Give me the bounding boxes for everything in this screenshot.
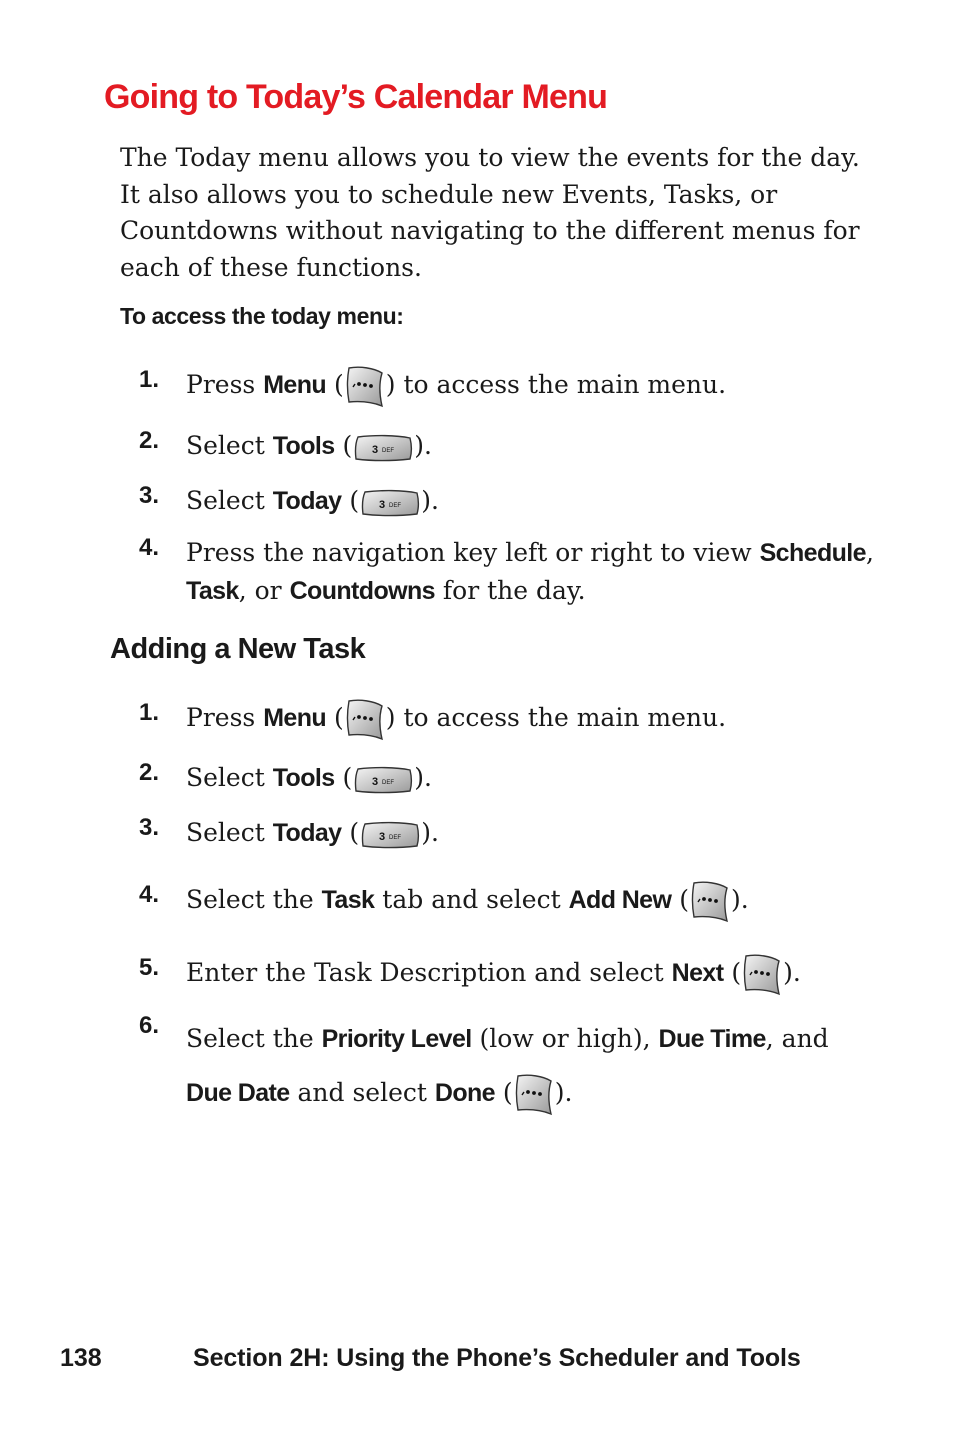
key-letters: DEF [389,502,402,509]
intro-line: Countdowns without navigating to the different menus for [120,216,860,245]
step-text: Press Menu ( ) to access the main menu. [186,699,876,737]
add-new-label: Add New [568,886,672,914]
step-number: 4. [139,881,160,908]
section-subheading: Adding a New Task [110,633,366,665]
tools-label: Tools [272,764,335,792]
step-number: 2. [139,759,160,786]
today-label: Today [272,819,342,847]
next-label: Next [671,959,724,987]
today-label: Today [272,487,342,515]
menu-key-icon [689,880,731,924]
intro-line: It also allows you to schedule new Events, Tasks, or [120,179,778,209]
menu-label: Menu [263,371,327,399]
menu-key-icon [741,953,783,997]
key-digit: 3 [379,830,386,843]
schedule-label: Schedule [759,539,866,567]
intro-line: each of these functions. [120,252,422,282]
due-date-label: Due Date [186,1079,290,1107]
key-digit: 3 [372,443,379,456]
step-text: Select Tools ( 3 DEF ). [186,431,432,460]
3-def-key-icon [352,766,414,794]
step-number: 1. [139,366,160,393]
priority-level-label: Priority Level [321,1025,472,1053]
step-number: 6. [139,1012,160,1039]
step-text: Select Tools ( 3 DEF ). [186,763,432,792]
intro-line: The Today menu allows you to view the events for the day. [120,143,860,172]
menu-label: Menu [263,704,327,732]
step-number: 3. [139,482,160,509]
tools-label: Tools [272,432,335,460]
menu-key-icon [344,365,386,409]
task-tab-label: Task [321,886,375,914]
key-letters: DEF [389,834,402,841]
menu-key-icon [513,1073,555,1117]
step-number: 2. [139,427,160,454]
page-number: 138 [60,1344,102,1372]
key-letters: DEF [382,447,395,454]
menu-key-icon [344,698,386,742]
step-text: Select the Priority Level (low or high), Due Time, and Due Date and select Done ( ). [186,1012,876,1120]
step-number: 1. [139,699,160,726]
countdowns-label: Countdowns [289,577,435,605]
done-label: Done [434,1079,495,1107]
footer-section-title: Section 2H: Using the Phone’s Scheduler and Tools [193,1344,801,1372]
step-number: 4. [139,534,160,561]
page-title: Going to Today’s Calendar Menu [104,78,608,116]
step-number: 3. [139,814,160,841]
due-time-label: Due Time [658,1025,766,1053]
3-def-key-icon [359,821,421,849]
step-text: Select Today ( 3 DEF ). [186,486,439,515]
step-text: Enter the Task Description and select Next ( ). [186,954,876,992]
step-text: Press the navigation key left or right to view Schedule, Task, or Countdowns for the day. [186,538,874,605]
step-number: 5. [139,954,160,981]
key-digit: 3 [372,775,379,788]
step-text: Select Today ( 3 DEF ). [186,818,439,847]
3-def-key-icon [359,489,421,517]
3-def-key-icon [352,434,414,462]
step-text: Press Menu ( ) to access the main menu. [186,366,876,404]
intro-paragraph [120,140,880,286]
task-label: Task [186,577,239,605]
key-letters: DEF [382,779,395,786]
step-text: Select the Task tab and select Add New ( ). [186,881,876,919]
access-label: To access the today menu: [120,303,404,329]
key-digit: 3 [379,498,386,511]
